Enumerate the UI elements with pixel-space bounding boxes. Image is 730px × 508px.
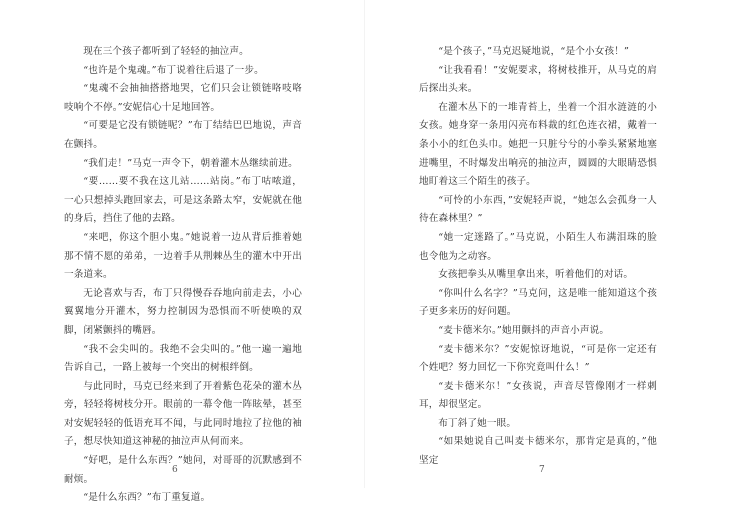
- paragraph: “我不会尖叫的。我绝不会尖叫的。”他一遍一遍地告诉自己，一路上被每一个突出的树根绊倒。: [64, 343, 302, 374]
- paragraph: “要……要不我在这儿站……站岗。”布丁咕哝道，一心只想掉头跑回家去，可是这条路太窄，安妮就在他的身后，挡住了他的去路。: [64, 176, 302, 225]
- paragraph: “是什么东西？”布丁重复道。: [83, 492, 211, 504]
- paragraph: “如果她说自己叫麦卡德米尔，那肯定是真的，”他坚定: [419, 436, 657, 467]
- paragraph: “鬼魂不会抽抽搭搭地哭，它们只会让锁链咯吱咯吱响个不停。”安妮信心十足地回答。: [64, 83, 302, 113]
- right-page-body: [419, 43, 657, 471]
- paragraph: “好吧，是什么东西？”她问，对哥哥的沉默感到不耐烦。: [64, 455, 302, 485]
- paragraph: “可要是它没有锁链呢？”布丁结结巴巴地说，声音在颤抖。: [64, 120, 302, 150]
- left-page-body: [64, 43, 302, 508]
- left-page: [0, 0, 365, 504]
- paragraph: “你叫什么名字？”马克问，这是唯一能知道这个孩子更多来历的好问题。: [419, 287, 657, 318]
- paragraph: “可怜的小东西，”安妮轻声说，“她怎么会孤身一人待在森林里？”: [419, 194, 657, 225]
- paragraph: “麦卡德米尔。”她用颤抖的声音小声说。: [438, 324, 610, 336]
- page-number: 7: [539, 465, 545, 475]
- paragraph: “她一定迷路了。”马克说，小陌生人布满泪珠的脸也令他为之动容。: [419, 231, 657, 262]
- paragraph: 布丁斜了她一眼。: [438, 417, 517, 429]
- paragraph: 现在三个孩子都听到了轻轻的抽泣声。: [83, 46, 249, 57]
- paragraph: “我们走！”马克一声令下，朝着灌木丛继续前进。: [83, 157, 298, 169]
- paragraph: 无论喜欢与否，布丁只得慢吞吞地向前走去，小心翼翼地分开灌木，努力控制因为恐惧而不听使唤的双脚，闭紧颤抖的嘴唇。: [64, 287, 302, 336]
- page-number: 6: [172, 465, 178, 475]
- paragraph: “来吧，你这个胆小鬼。”她说着一边从背后推着她那不情不愿的弟弟，一边着手从荆棘丛生的灌木中开出一条道来。: [64, 231, 302, 281]
- paragraph: 女孩把拳头从嘴里拿出来，听着他们的对话。: [438, 269, 634, 281]
- paragraph: “麦卡德米尔！”女孩说，声音尽管像刚才一样刺耳，却很坚定。: [419, 380, 657, 411]
- paragraph: “让我看看！”安妮要求，将树枝推开，从马克的肩后探出头来。: [419, 64, 657, 95]
- paragraph: “麦卡德米尔？”安妮惊讶地说，“可是你一定还有个姓吧？努力回忆一下你究竟叫什么！”: [419, 343, 657, 374]
- paragraph: “是个孩子，”马克迟疑地说，“是个小女孩！”: [438, 46, 629, 57]
- paragraph: 与此同时，马克已经来到了开着紫色花朵的灌木丛旁，轻轻将树枝分开。眼前的一幕令他一阵眩晕，甚至对安妮轻轻的低语充耳不闻，与此同时地拉了拉他的袖子，想尽快知道这神秘的抽泣声从何而来。: [64, 380, 302, 448]
- paragraph: 在灌木丛下的一堆青苔上，坐着一个泪水涟涟的小女孩。她身穿一条用闪亮布料裁的红色连衣裙，戴着一条小小的红色头巾。她把一只脏兮兮的小拳头紧紧地塞进嘴里，不时爆发出响亮的抽泣声，圆圆的大眼睛恐惧地盯着这三个陌生的孩子。: [419, 101, 657, 188]
- right-page: [365, 0, 730, 488]
- paragraph: “也许是个鬼魂。”布丁说着往后退了一步。: [83, 64, 264, 76]
